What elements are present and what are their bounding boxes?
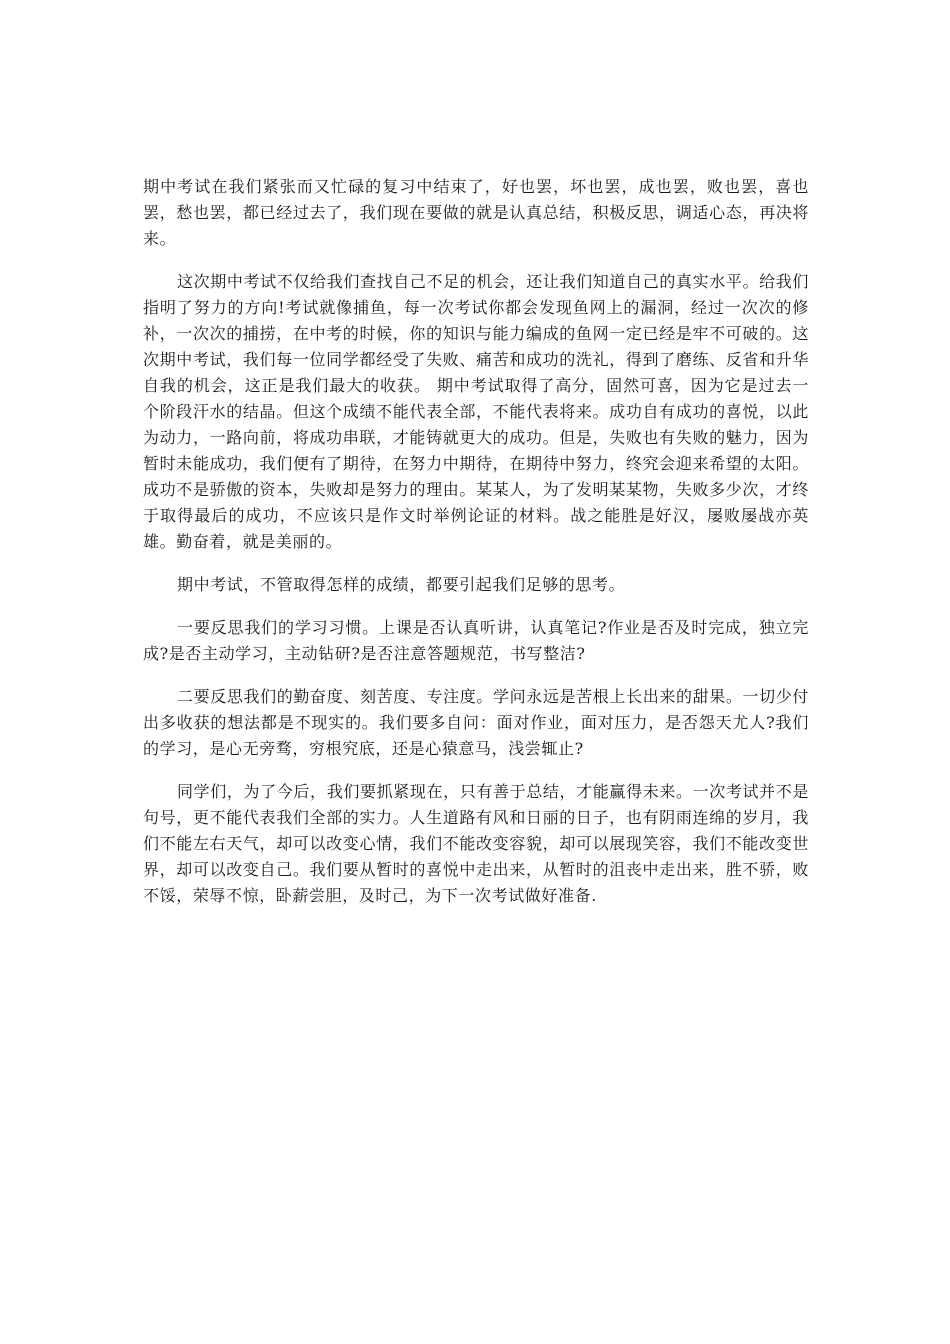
paragraph-6: 同学们，为了今后，我们要抓紧现在，只有善于总结，才能赢得未来。一次考试并不是句号，更不能代表我们全部的实力。人生道路有风和日丽的日子，也有阴雨连绵的岁月，我们不能左右天气，却可以改变心情，我们不能改变容貌，却可以展现笑容，我们不能改变世界，却可以改变自己。我们要从暂时的喜悦中走出来，从暂时的沮丧中走出来，胜不骄，败不馁，荣辱不惊，卧薪尝胆，及时己，为下一次考试做好准备.: [143, 782, 809, 905]
paragraph-3: 期中考试，不管取得怎样的成绩，都要引起我们足够的思考。: [177, 575, 626, 594]
paragraph-4: 一要反思我们的学习习惯。上课是否认真听讲，认真笔记?作业是否及时完成，独立完成?是否主动学习，主动钻研?是否注意答题规范，书写整洁?: [143, 618, 809, 663]
paragraph-1: 期中考试在我们紧张而又忙碌的复习中结束了，好也罢，坏也罢，成也罢，败也罢，喜也罢，愁也罢，都已经过去了，我们现在要做的就是认真总结，积极反思，调适心态，再决将来。: [143, 177, 809, 248]
paragraph-2: 这次期中考试不仅给我们查找自己不足的机会，还让我们知道自己的真实水平。给我们指明了努力的方向!考试就像捕鱼，每一次考试你都会发现鱼网上的漏洞，经过一次次的修补，一次次的捕捞，在中考的时候，你的知识与能力编成的鱼网一定已经是牢不可破的。这次期中考试，我们每一位同学都经受了失败、痛苦和成功的洗礼，得到了磨练、反省和升华自我的机会，这正是我们最大的收获。 期中考试取得了高分，固然可喜，因为它是过去一个阶段汗水的结晶。但这个成绩不能代表全部，不能代表将来。成功自有成功的喜悦，以此为动力，一路向前，将成功串联，才能铸就更大的成功。但是，失败也有失败的魅力，因为暂时未能成功，我们便有了期待，在努力中期待，在期待中努力，终究会迎来希望的太阳。成功不是骄傲的资本，失败却是努力的理由。某某人，为了发明某某物，失败多少次，才终于取得最后的成功，不应该只是作文时举例论证的材料。战之能胜是好汉，屡败屡战亦英雄。勤奋着，就是美丽的。: [143, 272, 809, 551]
document-body: [143, 174, 809, 926]
paragraph-5: 二要反思我们的勤奋度、刻苦度、专注度。学问永远是苦根上长出来的甜果。一切少付出多收获的想法都是不现实的。我们要多自问：面对作业，面对压力，是否怨天尤人?我们的学习，是心无旁骛，穷根究底，还是心猿意马，浅尝辄止?: [143, 687, 809, 758]
